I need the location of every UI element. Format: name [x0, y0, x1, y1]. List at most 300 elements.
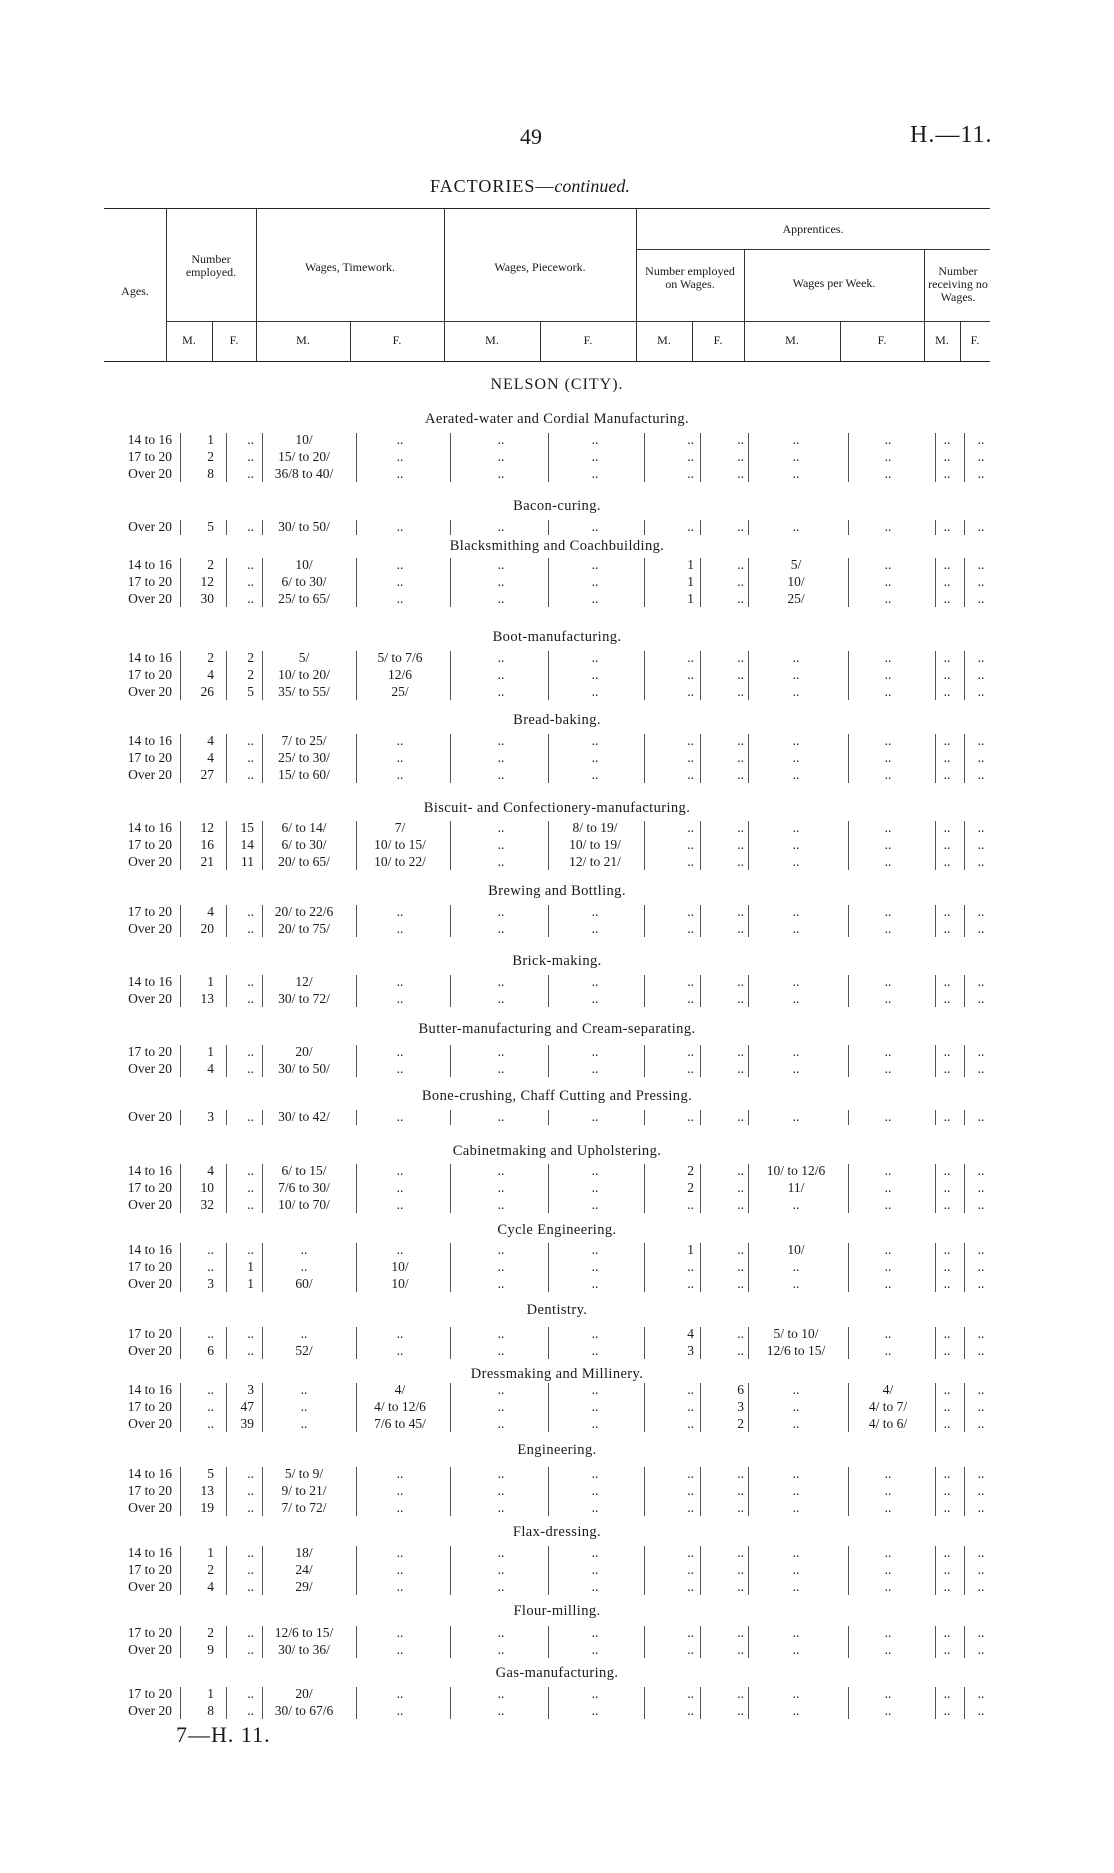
column-rule: [964, 975, 965, 1007]
cell-nw-m: ..: [943, 1163, 951, 1178]
cell-time-m: 20/ to 22/6: [274, 904, 334, 919]
cell-time-f: ..: [396, 1562, 404, 1577]
column-rule: [848, 1327, 849, 1359]
cell-app-f: ..: [737, 449, 744, 464]
section-title: Dentistry.: [526, 1302, 588, 1318]
cell-wage-f: ..: [884, 854, 892, 869]
cell-age: Over 20: [128, 1276, 172, 1291]
header-m: M.: [935, 333, 949, 347]
cell-piece-f: ..: [591, 1466, 599, 1481]
column-rule: [450, 1110, 451, 1125]
cell-nw-f: ..: [977, 1180, 985, 1195]
header-f: F.: [970, 333, 980, 347]
cell-time-f: 7/6 to 45/: [374, 1416, 426, 1431]
cell-app-m: ..: [687, 1259, 694, 1274]
header-apprentices: Apprentices.: [782, 222, 844, 236]
cell-wage-m: ..: [792, 432, 800, 447]
cell-age: Over 20: [128, 1343, 172, 1358]
cell-time-f: ..: [396, 1180, 404, 1195]
column-rule: [450, 734, 451, 783]
cell-nw-m: ..: [943, 432, 951, 447]
table-header: [104, 208, 990, 362]
cell-nw-m: ..: [943, 1579, 951, 1594]
cell-app-f: ..: [737, 650, 744, 665]
cell-piece-f: ..: [591, 1579, 599, 1594]
cell-wage-f: 4/ to 6/: [868, 1416, 908, 1431]
cell-nw-m: ..: [943, 466, 951, 481]
section-title: Biscuit- and Confectionery-manufacturing.: [423, 800, 691, 816]
cell-time-f: ..: [396, 974, 404, 989]
cell-piece-f: ..: [591, 1061, 599, 1076]
title-continued: continued.: [554, 176, 630, 196]
header-f: F.: [392, 333, 402, 347]
cell-wage-f: ..: [884, 449, 892, 464]
column-rule: [964, 1467, 965, 1516]
cell-num-m: 4: [207, 1061, 214, 1076]
column-rule: [748, 1327, 749, 1359]
column-rule: [262, 651, 263, 700]
cell-piece-m: ..: [497, 432, 505, 447]
cell-age: 17 to 20: [127, 1562, 172, 1577]
table-row: [0, 733, 1114, 749]
column-rule: [450, 1626, 451, 1658]
cell-nw-m: ..: [943, 1180, 951, 1195]
column-rule: [548, 1546, 549, 1595]
cell-nw-m: ..: [943, 557, 951, 572]
page-number: 49: [520, 124, 542, 149]
cell-app-f: ..: [737, 519, 744, 534]
cell-age: Over 20: [128, 1197, 172, 1212]
cell-num-m: 2: [207, 1562, 214, 1577]
cell-app-f: ..: [737, 1483, 744, 1498]
cell-wage-f: ..: [884, 767, 892, 782]
column-rule: [700, 1243, 701, 1292]
cell-piece-f: ..: [591, 1044, 599, 1059]
cell-num-f: ..: [247, 432, 254, 447]
cell-piece-f: ..: [591, 750, 599, 765]
cell-time-m: 30/ to 50/: [278, 1061, 330, 1076]
column-rule: [450, 651, 451, 700]
cell-piece-m: ..: [497, 1483, 505, 1498]
cell-wage-m: ..: [792, 991, 800, 1006]
cell-age: 14 to 16: [127, 1466, 172, 1481]
table-row: [0, 1163, 1114, 1179]
cell-time-f: ..: [396, 1109, 404, 1124]
column-rule: [700, 1626, 701, 1658]
column-rule: [964, 734, 965, 783]
cell-nw-m: ..: [943, 684, 951, 699]
cell-nw-m: ..: [943, 449, 951, 464]
column-rule: [848, 1626, 849, 1658]
column-rule: [700, 1546, 701, 1595]
table-row: [0, 650, 1114, 666]
cell-time-f: ..: [396, 1579, 404, 1594]
cell-time-m: ..: [300, 1416, 308, 1431]
column-rule: [262, 1546, 263, 1595]
cell-piece-f: ..: [591, 684, 599, 699]
cell-num-f: ..: [247, 1703, 254, 1718]
column-rule: [644, 651, 645, 700]
cell-piece-f: ..: [591, 1642, 599, 1657]
cell-app-f: ..: [737, 1545, 744, 1560]
cell-nw-f: ..: [977, 1109, 985, 1124]
cell-num-m: 8: [207, 466, 214, 481]
cell-num-m: 5: [207, 1466, 214, 1481]
cell-app-m: 2: [687, 1180, 694, 1195]
column-rule: [848, 1467, 849, 1516]
cell-num-m: 12: [200, 820, 214, 835]
column-rule: [700, 1110, 701, 1125]
cell-time-m: 6/ to 15/: [281, 1163, 327, 1178]
cell-wage-m: ..: [792, 519, 800, 534]
column-rule: [356, 1164, 357, 1213]
column-rule: [450, 1045, 451, 1077]
cell-piece-f: ..: [591, 991, 599, 1006]
cell-age: 14 to 16: [127, 974, 172, 989]
column-rule: [748, 558, 749, 607]
column-rule: [262, 1243, 263, 1292]
cell-app-m: 1: [687, 1242, 694, 1257]
cell-wage-m: ..: [792, 1562, 800, 1577]
cell-piece-m: ..: [497, 1259, 505, 1274]
cell-wage-f: ..: [884, 820, 892, 835]
cell-app-f: ..: [737, 904, 744, 919]
column-rule: [700, 1164, 701, 1213]
cell-age: 17 to 20: [127, 1686, 172, 1701]
cell-piece-m: ..: [497, 750, 505, 765]
column-rule: [356, 1327, 357, 1359]
cell-piece-f: ..: [591, 1500, 599, 1515]
cell-num-m: ..: [207, 1382, 214, 1397]
cell-num-f: ..: [247, 1061, 254, 1076]
cell-app-m: ..: [687, 1061, 694, 1076]
cell-num-m: 16: [200, 837, 214, 852]
cell-nw-m: ..: [943, 1703, 951, 1718]
header-wages-piecework: Wages, Piecework.: [494, 260, 586, 274]
column-rule: [548, 1327, 549, 1359]
column-rule: [180, 1687, 181, 1719]
cell-app-f: 6: [737, 1382, 744, 1397]
cell-wage-f: ..: [884, 1625, 892, 1640]
column-rule: [644, 1546, 645, 1595]
column-rule: [180, 1467, 181, 1516]
cell-wage-m: ..: [792, 1197, 800, 1212]
cell-num-m: 2: [207, 650, 214, 665]
section-title: Flax-dressing.: [512, 1524, 602, 1540]
header-wages-timework: Wages, Timework.: [304, 260, 396, 274]
cell-piece-f: ..: [591, 1562, 599, 1577]
table-row: [0, 1343, 1114, 1359]
cell-time-m: 10/: [295, 557, 313, 572]
cell-app-f: ..: [737, 1259, 744, 1274]
cell-num-m: 27: [200, 767, 214, 782]
cell-piece-f: 8/ to 19/: [572, 820, 618, 835]
section-title: Cycle Engineering.: [497, 1222, 617, 1238]
cell-nw-m: ..: [943, 1259, 951, 1274]
cell-app-f: ..: [737, 921, 744, 936]
cell-piece-m: ..: [497, 1545, 505, 1560]
cell-num-f: 39: [240, 1416, 254, 1431]
cell-app-m: ..: [687, 733, 694, 748]
cell-piece-f: 10/ to 19/: [569, 837, 621, 852]
header-m: M.: [657, 333, 671, 347]
cell-num-m: 10: [200, 1180, 214, 1195]
cell-piece-m: ..: [497, 854, 505, 869]
column-rule: [964, 520, 965, 535]
title-main: FACTORIES—: [430, 176, 555, 196]
cell-age: 17 to 20: [127, 750, 172, 765]
cell-app-f: 3: [737, 1399, 744, 1414]
column-rule: [848, 1546, 849, 1595]
cell-time-f: ..: [396, 1483, 404, 1498]
cell-time-m: 12/: [295, 974, 313, 989]
column-rule: [226, 1467, 227, 1516]
cell-num-f: 2: [247, 650, 254, 665]
cell-wage-f: ..: [884, 1061, 892, 1076]
column-rule: [848, 651, 849, 700]
table-row: [0, 1242, 1114, 1258]
table-row: [0, 1562, 1114, 1578]
cell-num-m: 3: [207, 1276, 214, 1291]
cell-app-f: ..: [737, 991, 744, 1006]
cell-time-f: ..: [396, 449, 404, 464]
cell-age: 17 to 20: [127, 449, 172, 464]
cell-time-m: 20/ to 65/: [278, 854, 330, 869]
header-m: M.: [785, 333, 799, 347]
cell-wage-f: ..: [884, 1686, 892, 1701]
cell-piece-m: ..: [497, 466, 505, 481]
cell-wage-f: ..: [884, 1163, 892, 1178]
column-rule: [935, 1626, 936, 1658]
cell-app-f: ..: [737, 1061, 744, 1076]
column-rule: [964, 433, 965, 482]
column-rule: [964, 1045, 965, 1077]
header-app-number-employed: Number employed on Wages.: [645, 264, 735, 291]
cell-nw-f: ..: [977, 684, 985, 699]
cell-piece-m: ..: [497, 1180, 505, 1195]
cell-nw-f: ..: [977, 1686, 985, 1701]
cell-app-m: 4: [687, 1326, 694, 1341]
cell-wage-m: ..: [792, 1416, 800, 1431]
cell-time-m: 5/ to 9/: [284, 1466, 324, 1481]
cell-app-f: ..: [737, 466, 744, 481]
cell-piece-m: ..: [497, 921, 505, 936]
cell-nw-f: ..: [977, 904, 985, 919]
cell-num-f: ..: [247, 750, 254, 765]
column-rule: [644, 433, 645, 482]
cell-time-m: 29/: [295, 1579, 313, 1594]
cell-nw-m: ..: [943, 750, 951, 765]
column-rule: [548, 558, 549, 607]
cell-num-f: ..: [247, 1180, 254, 1195]
cell-piece-f: ..: [591, 1180, 599, 1195]
region-heading: NELSON (CITY).: [490, 376, 624, 393]
cell-nw-f: ..: [977, 837, 985, 852]
table-row: [0, 449, 1114, 465]
column-rule: [226, 558, 227, 607]
cell-nw-f: ..: [977, 750, 985, 765]
cell-nw-m: ..: [943, 904, 951, 919]
cell-age: Over 20: [128, 1703, 172, 1718]
cell-wage-m: ..: [792, 767, 800, 782]
column-rule: [450, 1243, 451, 1292]
cell-wage-m: ..: [792, 1703, 800, 1718]
column-rule: [450, 1383, 451, 1432]
cell-wage-f: ..: [884, 1197, 892, 1212]
cell-nw-f: ..: [977, 591, 985, 606]
cell-num-f: ..: [247, 767, 254, 782]
cell-piece-m: ..: [497, 904, 505, 919]
cell-piece-f: ..: [591, 733, 599, 748]
cell-piece-m: ..: [497, 667, 505, 682]
cell-num-f: ..: [247, 991, 254, 1006]
table-row: [0, 1686, 1114, 1702]
cell-num-f: ..: [247, 557, 254, 572]
cell-age: Over 20: [128, 1109, 172, 1124]
column-rule: [180, 520, 181, 535]
cell-app-m: ..: [687, 1703, 694, 1718]
section-title: Brick-making.: [512, 953, 602, 969]
column-rule: [935, 975, 936, 1007]
cell-app-m: ..: [687, 904, 694, 919]
cell-app-m: ..: [687, 1642, 694, 1657]
cell-num-f: 5: [247, 684, 254, 699]
column-rule: [964, 1546, 965, 1595]
cell-age: Over 20: [128, 1061, 172, 1076]
cell-nw-f: ..: [977, 767, 985, 782]
cell-nw-m: ..: [943, 667, 951, 682]
section-title: Flour-milling.: [513, 1603, 601, 1619]
column-rule: [935, 1110, 936, 1125]
cell-age: 14 to 16: [127, 650, 172, 665]
table-row: [0, 854, 1114, 870]
cell-wage-f: ..: [884, 733, 892, 748]
cell-age: 17 to 20: [127, 1259, 172, 1274]
cell-age: 17 to 20: [127, 667, 172, 682]
cell-num-f: 1: [247, 1259, 254, 1274]
cell-wage-f: ..: [884, 1466, 892, 1481]
cell-wage-m: 5/: [790, 557, 802, 572]
cell-piece-m: ..: [497, 574, 505, 589]
column-rule: [262, 1383, 263, 1432]
cell-wage-f: ..: [884, 432, 892, 447]
cell-time-m: 9/ to 21/: [281, 1483, 327, 1498]
cell-app-f: ..: [737, 1500, 744, 1515]
column-rule: [450, 1546, 451, 1595]
cell-time-f: ..: [396, 1326, 404, 1341]
column-rule: [935, 1243, 936, 1292]
cell-num-f: ..: [247, 904, 254, 919]
cell-wage-m: ..: [792, 921, 800, 936]
cell-nw-f: ..: [977, 1163, 985, 1178]
column-rule: [262, 975, 263, 1007]
cell-nw-m: ..: [943, 1399, 951, 1414]
column-rule: [548, 433, 549, 482]
cell-wage-m: ..: [792, 1483, 800, 1498]
cell-piece-f: ..: [591, 1382, 599, 1397]
column-rule: [700, 975, 701, 1007]
cell-piece-m: ..: [497, 991, 505, 1006]
cell-piece-m: ..: [497, 1044, 505, 1059]
cell-nw-f: ..: [977, 1579, 985, 1594]
column-rule: [548, 1045, 549, 1077]
cell-nw-m: ..: [943, 974, 951, 989]
cell-nw-m: ..: [943, 1545, 951, 1560]
cell-app-f: ..: [737, 733, 744, 748]
cell-num-m: 9: [207, 1642, 214, 1657]
column-rule: [180, 1546, 181, 1595]
column-rule: [848, 1243, 849, 1292]
cell-piece-m: ..: [497, 1382, 505, 1397]
cell-nw-m: ..: [943, 1326, 951, 1341]
column-rule: [450, 520, 451, 535]
column-rule: [748, 1243, 749, 1292]
cell-time-f: ..: [396, 466, 404, 481]
cell-wage-f: ..: [884, 1642, 892, 1657]
table-row: [0, 557, 1114, 573]
cell-time-f: ..: [396, 557, 404, 572]
column-rule: [262, 1110, 263, 1125]
column-rule: [644, 821, 645, 870]
cell-age: 14 to 16: [127, 1545, 172, 1560]
cell-age: 14 to 16: [127, 1163, 172, 1178]
cell-time-f: ..: [396, 1545, 404, 1560]
table-row: [0, 837, 1114, 853]
cell-piece-f: ..: [591, 974, 599, 989]
column-rule: [644, 734, 645, 783]
cell-nw-f: ..: [977, 1061, 985, 1076]
cell-time-m: 18/: [295, 1545, 313, 1560]
table-row: [0, 1642, 1114, 1658]
cell-nw-f: ..: [977, 1562, 985, 1577]
cell-wage-m: 25/: [787, 591, 805, 606]
cell-app-f: ..: [737, 557, 744, 572]
cell-num-m: 26: [200, 684, 214, 699]
cell-time-m: 10/ to 70/: [278, 1197, 330, 1212]
cell-app-m: 1: [687, 591, 694, 606]
cell-num-m: 1: [207, 1044, 214, 1059]
cell-wage-f: ..: [884, 466, 892, 481]
cell-wage-m: 11/: [787, 1180, 805, 1195]
cell-num-m: 4: [207, 904, 214, 919]
cell-nw-f: ..: [977, 820, 985, 835]
cell-nw-m: ..: [943, 1044, 951, 1059]
cell-age: 14 to 16: [127, 1242, 172, 1257]
column-rule: [262, 905, 263, 937]
column-rule: [748, 1110, 749, 1125]
cell-piece-f: ..: [591, 1703, 599, 1718]
column-rule: [848, 1045, 849, 1077]
column-rule: [450, 905, 451, 937]
cell-app-f: ..: [737, 820, 744, 835]
cell-wage-f: ..: [884, 1579, 892, 1594]
cell-time-f: 12/6: [387, 667, 412, 682]
table-row: [0, 466, 1114, 482]
cell-wage-m: ..: [792, 1259, 800, 1274]
cell-app-f: ..: [737, 1163, 744, 1178]
cell-num-f: ..: [247, 1109, 254, 1124]
column-rule: [226, 1327, 227, 1359]
cell-nw-f: ..: [977, 1483, 985, 1498]
cell-num-m: 3: [207, 1109, 214, 1124]
cell-piece-f: ..: [591, 1259, 599, 1274]
cell-time-f: 10/: [391, 1259, 409, 1274]
cell-app-m: ..: [687, 650, 694, 665]
cell-time-m: 7/ to 25/: [281, 733, 327, 748]
cell-time-m: 5/: [298, 650, 310, 665]
cell-num-m: 4: [207, 750, 214, 765]
cell-num-m: ..: [207, 1259, 214, 1274]
